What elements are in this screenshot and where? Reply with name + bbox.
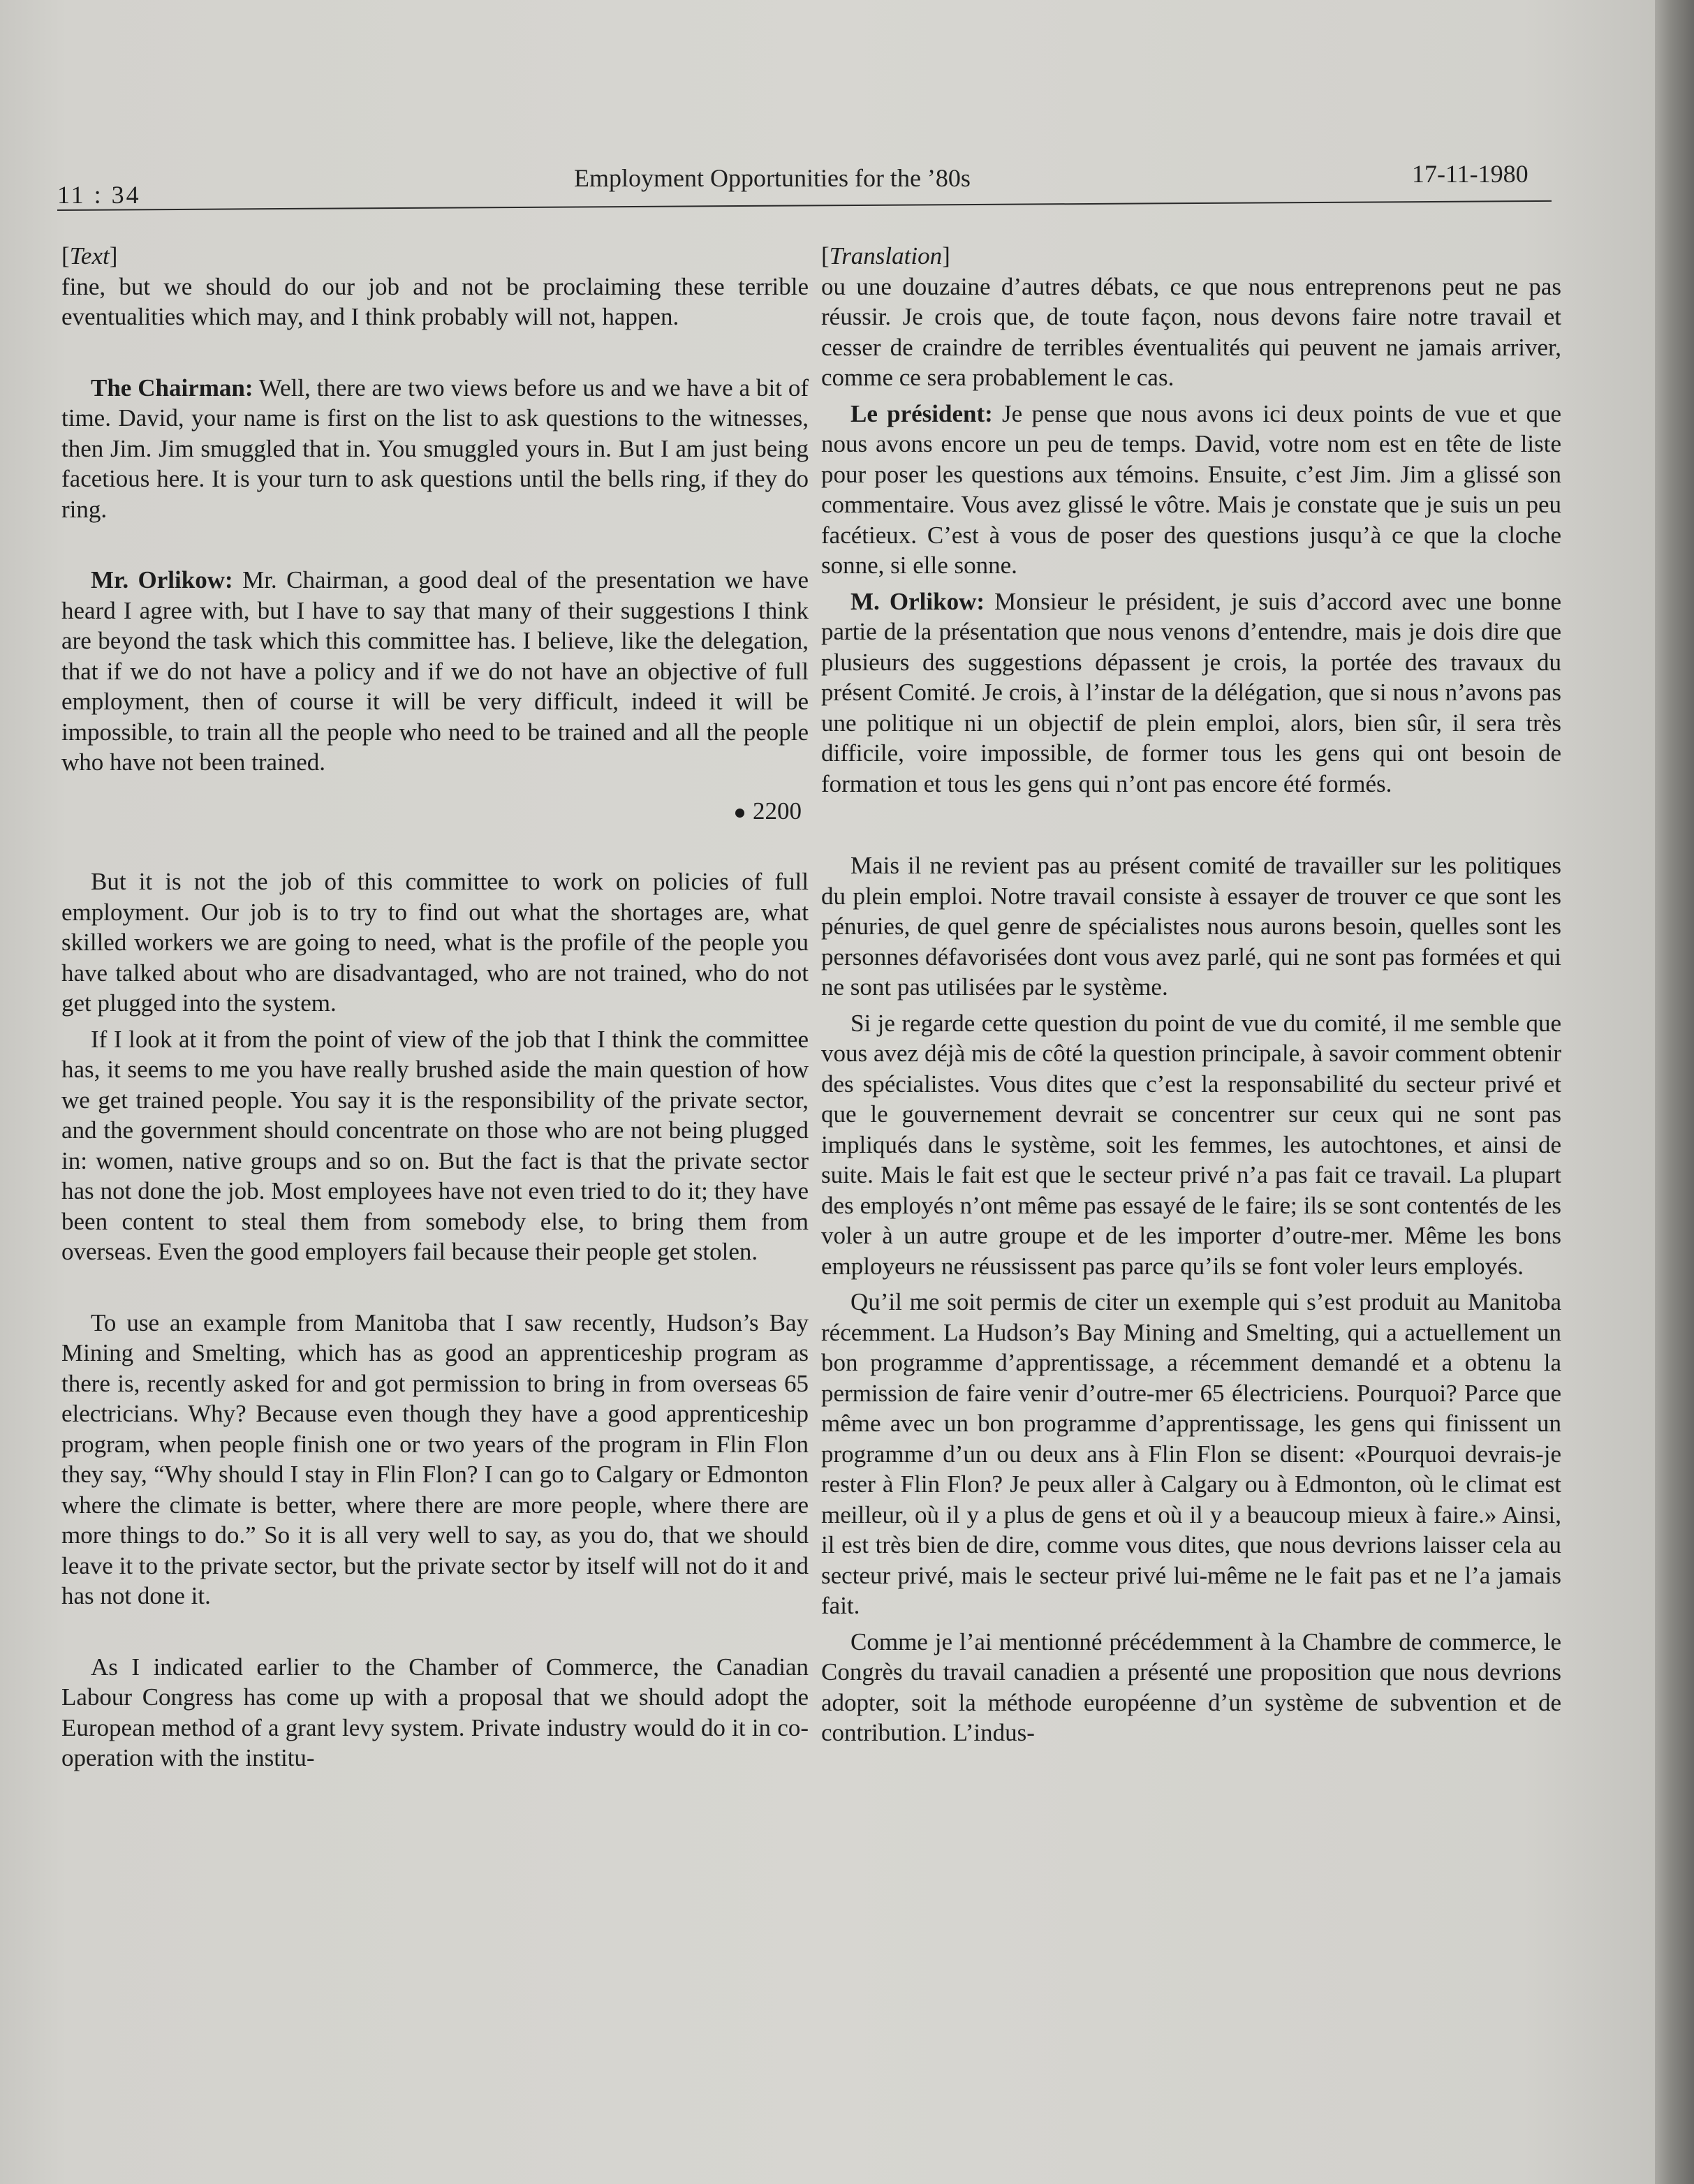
section-label: [Text] (61, 242, 118, 270)
header-date: 17-11-1980 (1412, 160, 1529, 188)
paragraph: As I indicated earlier to the Chamber of Commerce, the Canadian Labour Congress has come up with a proposal that we should adopt the European method of a grant levy system. Private industry would do it in co-operation with the institu- (61, 1653, 809, 1771)
book-spine-edge (1655, 0, 1694, 2184)
paragraph: To use an example from Manitoba that I saw recently, Hudson’s Bay Mining and Smelting, which has as good an apprenticeship program as there is, recently asked for and got permission to bring in from overseas 65 electricians. Why? Because even though they have a good apprenticeship program, when people finish one or two years of the program in Flin Flon they say, “Why should I stay in Flin Flon? I can go to Calgary or Edmonton where the climate is better, where there are more people, where there are more things to do.” So it is all very well to say, as you do, that we should leave it to the private sector, but the private sector by itself will not do it and has not done it. (61, 1308, 809, 1609)
paragraph: Mais il ne revient pas au présent comité de travailler sur les politiques du plein emploi. Notre travail consiste à essayer de trouver ce que sont les pénuries, de quel genre de spécialistes nous aurons besoin, quelles sont les personnes défavorisées dont vous avez parlé, qui ne sont pas formées et qui ne sont pas utilisées par le système. (821, 852, 1561, 1001)
french-column (821, 241, 1561, 1748)
speaker-name: Mr. Orlikow: (91, 566, 233, 593)
speaker-paragraph (61, 373, 809, 525)
speaker-name: Le président: (850, 399, 993, 427)
paragraph: Si je regarde cette question du point de vue du comité, il me semble que vous avez déjà mis de côté la question principale, à savoir comment obtenir des spécialistes. Vous dites que c’est la responsabilité du secteur privé et que le gouvernement devrait se concentrer sur ceux qui ne sont pas impliqués dans le système, soit les femmes, les autochtones, et ainsi de suite. Mais le fait est que le secteur privé n’a pas fait ce travail. La plupart des employés n’ont même pas essayé de le faire; ils se sont contentés de les voler à un autre groupe et de les importer d’outre-mer. Même les bons employeurs ne réussissent pas parce qu’ils se font voler leurs employés. (821, 1009, 1561, 1280)
paragraph: fine, but we should do our job and not be proclaiming these terrible eventualities which may, and I think probably will not, happen. (61, 272, 809, 330)
section-label: [Translation] (821, 242, 950, 270)
bullet-icon (735, 809, 744, 818)
paragraph: If I look at it from the point of view of the job that I think the committee has, it seems to me you have really brushed aside the main question of how we get trained people. You say it is the responsibility of the private sector, and the government should concentrate on those who are not being plugged in: women, native groups and so on. But the fact is that the private sector has not done the job. Most employees have not even tried to do it; they have been content to steal them from somebody else, to bring them from overseas. Even the good employers fail because their people get stolen. (61, 1025, 809, 1265)
english-column (61, 241, 809, 1773)
page-header (57, 154, 1552, 209)
speech-text: Well, there are two views before us and we have a bit of time. David, your name is first on the list to ask questions to the witnesses, then Jim. Jim smuggled that in. You smuggled yours in. But I am just being facetious here. It is your turn to ask questions until the bells ring, if they do ring. (61, 374, 809, 523)
paragraph: Qu’il me soit permis de citer un exemple qui s’est produit au Manitoba récemment. La Hudson’s Bay Mining and Smelting, qui a actuellement un bon programme d’apprentissage, a récemment demandé et a obtenu la permission de faire venir d’outre-mer 65 électriciens. Pourquoi? Parce que même avec un bon programme d’apprentissage, les gens qui finissent un programme d’un ou deux ans à Flin Flon se disent: «Pourquoi devrais-je rester à Flin Flon? Je peux aller à Calgary ou à Edmonton, où le climat est meilleur, où il y a plus de gens et où il y a beaucoup mieux à faire.» Ainsi, il est très bien de dire, comme vous dites, que nous devrions laisser cela au secteur privé, mais le secteur privé lui-même ne le fait pas et ne l’a jamais fait. (821, 1288, 1561, 1619)
speaker-paragraph (61, 565, 809, 778)
time-text: 2200 (753, 797, 802, 825)
speaker-paragraph (821, 399, 1561, 581)
speech-text: Mr. Chairman, a good deal of the presentation we have heard I agree with, but I have to say that many of their suggestions I think are beyond the task which this committee has. I believe, like the delegation, that if we do not have a policy and if we do not have an objective of full employment, then of course it will be very difficult, indeed it will be impossible, to train all the people who need to be trained and all the people who have not been trained. (61, 566, 809, 776)
speaker-name: M. Orlikow: (850, 587, 985, 615)
speech-text: Je pense que nous avons ici deux points de vue et que nous avons encore un peu de temps. David, votre nom est en tête de liste pour poser les questions aux témoins. Ensuite, c’est Jim. Jim a glissé son commentaire. Vous avez glissé le vôtre. Mais je constate que je suis un peu facétieux. C’est à vous de poser des questions jusqu’à ce que la cloche sonne, si elle sonne. (821, 399, 1561, 579)
speaker-paragraph (821, 586, 1561, 799)
paragraph: ou une douzaine d’autres débats, ce que nous entreprenons peut ne pas réussir. Je crois que, de toute façon, nous devons faire notre travail et cesser de craindre de terribles éventualités qui peuvent ne jamais arriver, comme ce sera probablement le cas. (821, 272, 1561, 391)
speech-text: Monsieur le président, je suis d’accord avec une bonne partie de la présentation que nous venons d’entendre, mais je dois dire que plusieurs des suggestions dépassent je crois, la portée des travaux du présent Comité. Je crois, à l’instar de la délégation, que si nous n’avons pas une politique ni un objectif de plein emploi, alors, bien sûr, il sera très difficile, voire impossible, de former tous les gens qui ont besoin de formation et tous les gens qui n’ont pas encore été formés. (821, 587, 1561, 797)
speaker-name: The Chairman: (91, 374, 253, 401)
paragraph: Comme je l’ai mentionné précédemment à la Chambre de commerce, le Congrès du travail canadien a présenté une proposition que nous devrions adopter, soit la méthode européenne d’un système de subvention et de contribution. L’indus- (821, 1628, 1561, 1746)
paragraph: But it is not the job of this committee to work on policies of full employment. Our job is to try to find out what the shortages are, what skilled workers we are going to need, what is the profile of the people you have talked about who are disadvantaged, who are not trained, who do not get plugged into the system. (61, 868, 809, 1017)
running-title: Employment Opportunities for the ’80s (574, 164, 971, 192)
page-number: 11 : 34 (57, 181, 141, 209)
time-marker (61, 796, 809, 827)
header-rule (57, 200, 1552, 211)
